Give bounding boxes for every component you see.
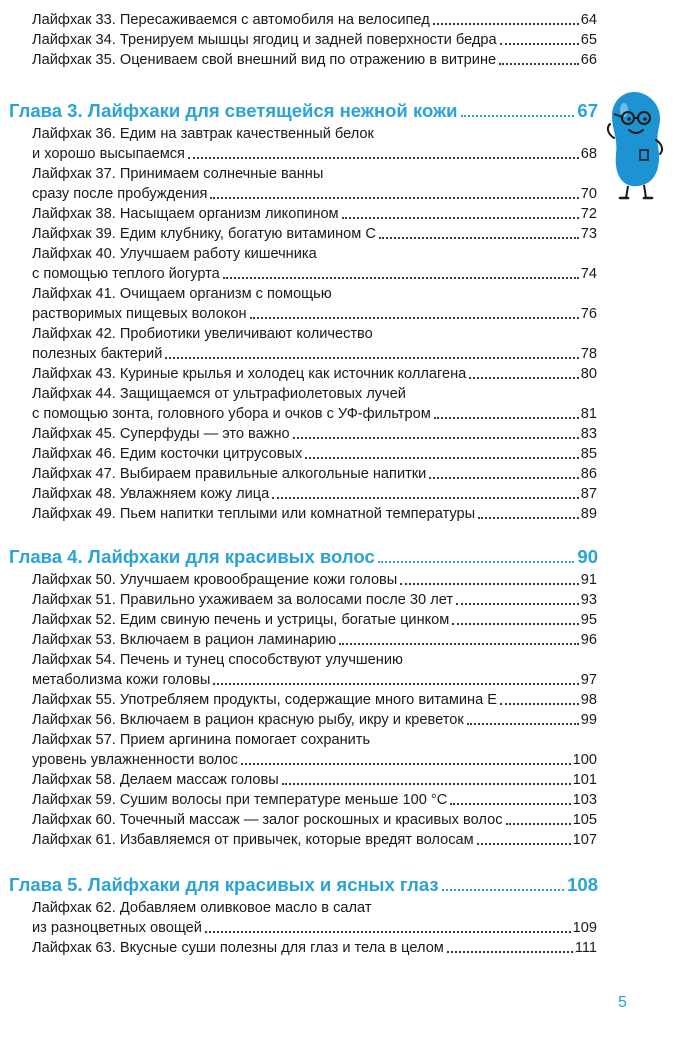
- dot-leader: [250, 317, 579, 319]
- toc-entry-text: Лайфхак 58. Делаем массаж головы: [32, 772, 279, 788]
- toc-entry-page-number: 96: [580, 632, 597, 648]
- toc-entry-page-number: 91: [580, 572, 597, 588]
- toc-entry-text: Лайфхак 53. Включаем в рацион ламинарию: [32, 632, 337, 648]
- toc-entry[interactable]: [32, 384, 597, 424]
- toc-section: [0, 538, 678, 850]
- toc-entry-line: [32, 790, 597, 810]
- toc-entry[interactable]: [32, 244, 597, 284]
- toc-entry-line: [32, 690, 597, 710]
- toc-entry-line: [32, 244, 597, 264]
- toc-entry-line: [32, 830, 597, 850]
- toc-entry-text: Лайфхак 40. Улучшаем работу кишечника: [32, 246, 317, 262]
- dot-leader: [223, 277, 579, 279]
- toc-entry-line: [32, 650, 597, 670]
- toc-entry-line: [32, 630, 597, 650]
- toc-entry-line: [32, 504, 597, 524]
- toc-entry-text: Лайфхак 34. Тренируем мышцы ягодиц и задней поверхности бедра: [32, 32, 497, 48]
- toc-entry-text: Лайфхак 46. Едим косточки цитрусовых: [32, 446, 303, 462]
- toc-entry[interactable]: [32, 464, 597, 484]
- toc-entry-line: [32, 10, 597, 30]
- toc-entry-page-number: 109: [572, 920, 597, 936]
- toc-entry-page-number: 83: [580, 426, 597, 442]
- dot-leader: [213, 683, 578, 685]
- toc-entry-text: Лайфхак 35. Оцениваем свой внешний вид по отражению в витрине: [32, 52, 497, 68]
- toc-entry-page-number: 99: [580, 712, 597, 728]
- toc-entry-page-number: 74: [580, 266, 597, 282]
- toc-entry-line: [32, 670, 597, 690]
- toc-entry-page-number: 64: [580, 12, 597, 28]
- toc-entry-line: [32, 444, 597, 464]
- toc-section: [0, 10, 678, 70]
- toc-entry-text: Лайфхак 52. Едим свиную печень и устрицы, богатые цинком: [32, 612, 450, 628]
- toc-entry-line: [32, 304, 597, 324]
- toc-entry-line: [32, 570, 597, 590]
- toc-entry-line: [32, 50, 597, 70]
- toc-entry-line: [32, 384, 597, 404]
- toc-entry-text: Лайфхак 55. Употребляем продукты, содержащие много витамина Е: [32, 692, 498, 708]
- toc-entry-line: [32, 344, 597, 364]
- dot-leader: [165, 357, 578, 359]
- toc-entry[interactable]: [32, 898, 597, 938]
- toc-entry-text: Лайфхак 49. Пьем напитки теплыми или комнатной температуры: [32, 506, 476, 522]
- dot-leader: [429, 477, 578, 479]
- toc-entry[interactable]: [32, 650, 597, 690]
- toc-entry-text: Лайфхак 45. Суперфуды — это важно: [32, 426, 290, 442]
- toc-entry[interactable]: [32, 444, 597, 464]
- toc-entry-line: [32, 810, 597, 830]
- toc-entry-text: Лайфхак 33. Пересаживаемся с автомобиля на велосипед: [32, 12, 430, 28]
- toc-entry-text: метаболизма кожи головы: [32, 672, 211, 688]
- toc-entry-text: Лайфхак 48. Увлажняем кожу лица: [32, 486, 270, 502]
- toc-entry-line: [32, 730, 597, 750]
- toc-entry-page-number: 97: [580, 672, 597, 688]
- dot-leader: [205, 931, 571, 933]
- toc-entry[interactable]: [32, 570, 597, 590]
- dot-leader: [400, 583, 578, 585]
- toc-entry[interactable]: [32, 50, 597, 70]
- toc-entry-line: [32, 30, 597, 50]
- toc-entry[interactable]: [32, 484, 597, 504]
- toc-entry[interactable]: [32, 630, 597, 650]
- chapter-page-number: 90: [577, 546, 598, 567]
- toc-entry-text: Лайфхак 41. Очищаем организм с помощью: [32, 286, 332, 302]
- toc-entry-page-number: 98: [580, 692, 597, 708]
- dot-leader: [305, 457, 579, 459]
- toc-entry[interactable]: [32, 324, 597, 364]
- toc-entry-text: Лайфхак 60. Точечный массаж — залог роскошных и красивых волос: [32, 812, 503, 828]
- toc-entry-line: [32, 364, 597, 384]
- toc-entry-page-number: 78: [580, 346, 597, 362]
- dot-leader: [188, 157, 579, 159]
- toc-entry-text: растворимых пищевых волокон: [32, 306, 247, 322]
- toc-entry-line: [32, 204, 597, 224]
- toc-entry-text: Лайфхак 59. Сушим волосы при температуре меньше 100 °С: [32, 792, 448, 808]
- toc-entry-line: [32, 424, 597, 444]
- toc-entry-page-number: 81: [580, 406, 597, 422]
- toc-entry-page-number: 105: [572, 812, 597, 828]
- toc-entry-text: Лайфхак 42. Пробиотики увеличивают количество: [32, 326, 373, 342]
- toc-entry-page-number: 93: [580, 592, 597, 608]
- toc-entry[interactable]: [32, 124, 597, 164]
- toc-entry-page-number: 72: [580, 206, 597, 222]
- toc-entry-text: Лайфхак 56. Включаем в рацион красную рыбу, икру и креветок: [32, 712, 464, 728]
- toc-entry[interactable]: [32, 284, 597, 324]
- toc-entry-line: [32, 918, 597, 938]
- toc-entry-line: [32, 184, 597, 204]
- toc-entry-text: с помощью теплого йогурта: [32, 266, 220, 282]
- toc-entry-text: сразу после пробуждения: [32, 186, 208, 202]
- chapter-heading[interactable]: [9, 538, 598, 570]
- dot-leader: [477, 843, 571, 845]
- toc-entry-text: Лайфхак 37. Принимаем солнечные ванны: [32, 166, 324, 182]
- dot-leader: [478, 517, 579, 519]
- dot-leader: [467, 723, 579, 725]
- toc-entry-page-number: 65: [580, 32, 597, 48]
- toc-entry[interactable]: [32, 790, 597, 810]
- toc-entry-line: [32, 164, 597, 184]
- toc-entry-line: [32, 144, 597, 164]
- blue-water-drop-character-icon: [604, 88, 670, 204]
- dot-leader: [378, 561, 575, 563]
- toc-entry[interactable]: [32, 810, 597, 830]
- chapter-heading[interactable]: [9, 866, 598, 898]
- toc-entry[interactable]: [32, 224, 597, 244]
- dot-leader: [434, 417, 579, 419]
- toc-entry[interactable]: [32, 10, 597, 30]
- dot-leader: [442, 889, 565, 891]
- dot-leader: [241, 763, 571, 765]
- toc-entry-line: [32, 224, 597, 244]
- toc-entry-page-number: 66: [580, 52, 597, 68]
- dot-leader: [452, 623, 578, 625]
- page-number: 5: [618, 994, 627, 1011]
- toc-entry-text: полезных бактерий: [32, 346, 163, 362]
- toc-entry-text: Лайфхак 47. Выбираем правильные алкогольные напитки: [32, 466, 427, 482]
- dot-leader: [272, 497, 579, 499]
- toc-entry-text: Лайфхак 62. Добавляем оливковое масло в салат: [32, 900, 372, 916]
- toc-entry-text: уровень увлажненности волос: [32, 752, 238, 768]
- toc-entry[interactable]: [32, 710, 597, 730]
- toc-entry-text: Лайфхак 51. Правильно ухаживаем за волосами после 30 лет: [32, 592, 454, 608]
- toc-entry-page-number: 95: [580, 612, 597, 628]
- dot-leader: [469, 377, 578, 379]
- chapter-page-number: 67: [577, 100, 598, 121]
- dot-leader: [450, 803, 570, 805]
- toc-entry-text: Лайфхак 57. Прием аргинина помогает сохранить: [32, 732, 371, 748]
- dot-leader: [461, 115, 575, 117]
- toc-entry-line: [32, 898, 597, 918]
- dot-leader: [210, 197, 578, 199]
- toc-entry-line: [32, 938, 597, 958]
- chapter-page-number: 108: [567, 874, 598, 895]
- toc-entry-line: [32, 770, 597, 790]
- dot-leader: [506, 823, 571, 825]
- toc-entry-line: [32, 404, 597, 424]
- dot-leader: [339, 643, 579, 645]
- toc-entry-text: Лайфхак 63. Вкусные суши полезны для глаз и тела в целом: [32, 940, 444, 956]
- toc-entry-line: [32, 324, 597, 344]
- toc-entry-text: Лайфхак 54. Печень и тунец способствуют улучшению: [32, 652, 403, 668]
- toc-entry-text: Лайфхак 38. Насыщаем организм ликопином: [32, 206, 339, 222]
- toc-entry[interactable]: [32, 30, 597, 50]
- toc-entry[interactable]: [32, 164, 597, 204]
- toc-entry[interactable]: [32, 730, 597, 770]
- toc-entry[interactable]: [32, 424, 597, 444]
- toc-entry[interactable]: [32, 830, 597, 850]
- toc-entry-page-number: 80: [580, 366, 597, 382]
- toc-entry-text: Лайфхак 61. Избавляемся от привычек, которые вредят волосам: [32, 832, 474, 848]
- toc-entry-page-number: 85: [580, 446, 597, 462]
- toc-entry-line: [32, 264, 597, 284]
- toc-entry-text: Лайфхак 36. Едим на завтрак качественный белок: [32, 126, 374, 142]
- toc-entry[interactable]: [32, 590, 597, 610]
- toc-entry-line: [32, 590, 597, 610]
- toc-entry[interactable]: [32, 204, 597, 224]
- toc-entry-text: с помощью зонта, головного убора и очков с УФ-фильтром: [32, 406, 431, 422]
- dot-leader: [379, 237, 579, 239]
- toc-entry-page-number: 68: [580, 146, 597, 162]
- toc-entry-line: [32, 750, 597, 770]
- toc-entry-text: и хорошо высыпаемся: [32, 146, 185, 162]
- chapter-title: Глава 5. Лайфхаки для красивых и ясных глаз: [9, 874, 439, 895]
- toc-entry-text: Лайфхак 44. Защищаемся от ультрафиолетовых лучей: [32, 386, 406, 402]
- toc-entry-page-number: 86: [580, 466, 597, 482]
- toc-entry-line: [32, 484, 597, 504]
- toc-entry-line: [32, 710, 597, 730]
- toc-entry-text: Лайфхак 43. Куриные крылья и холодец как источник коллагена: [32, 366, 467, 382]
- dot-leader: [433, 23, 579, 25]
- toc-entry-text: Лайфхак 50. Улучшаем кровообращение кожи головы: [32, 572, 398, 588]
- chapter-title: Глава 3. Лайфхаки для светящейся нежной кожи: [9, 100, 458, 121]
- toc-entry-line: [32, 610, 597, 630]
- dot-leader: [500, 43, 579, 45]
- chapter-heading[interactable]: [9, 92, 598, 124]
- toc-entry[interactable]: [32, 938, 597, 958]
- toc-entry-text: из разноцветных овощей: [32, 920, 202, 936]
- toc-entry-page-number: 89: [580, 506, 597, 522]
- toc-entry-page-number: 73: [580, 226, 597, 242]
- toc-entry[interactable]: [32, 504, 597, 524]
- dot-leader: [499, 63, 579, 65]
- toc-entry[interactable]: [32, 610, 597, 630]
- toc-entry-page-number: 103: [572, 792, 597, 808]
- toc-entry-page-number: 76: [580, 306, 597, 322]
- dot-leader: [293, 437, 579, 439]
- dot-leader: [447, 951, 573, 953]
- chapter-title: Глава 4. Лайфхаки для красивых волос: [9, 546, 375, 567]
- dot-leader: [456, 603, 579, 605]
- toc-entry-page-number: 87: [580, 486, 597, 502]
- dot-leader: [500, 703, 579, 705]
- toc-entry-page-number: 100: [572, 752, 597, 768]
- toc-entry[interactable]: [32, 770, 597, 790]
- toc-entry-page-number: 107: [572, 832, 597, 848]
- toc-section: [0, 866, 678, 958]
- toc-entry-line: [32, 284, 597, 304]
- toc-entry[interactable]: [32, 690, 597, 710]
- toc-entry[interactable]: [32, 364, 597, 384]
- toc-entry-page-number: 101: [572, 772, 597, 788]
- dot-leader: [282, 783, 571, 785]
- dot-leader: [342, 217, 579, 219]
- toc-entry-page-number: 70: [580, 186, 597, 202]
- toc-entry-text: Лайфхак 39. Едим клубнику, богатую витамином С: [32, 226, 376, 242]
- toc-entry-line: [32, 464, 597, 484]
- toc-entry-page-number: 111: [574, 940, 597, 956]
- toc-entry-line: [32, 124, 597, 144]
- toc-section: [0, 92, 678, 524]
